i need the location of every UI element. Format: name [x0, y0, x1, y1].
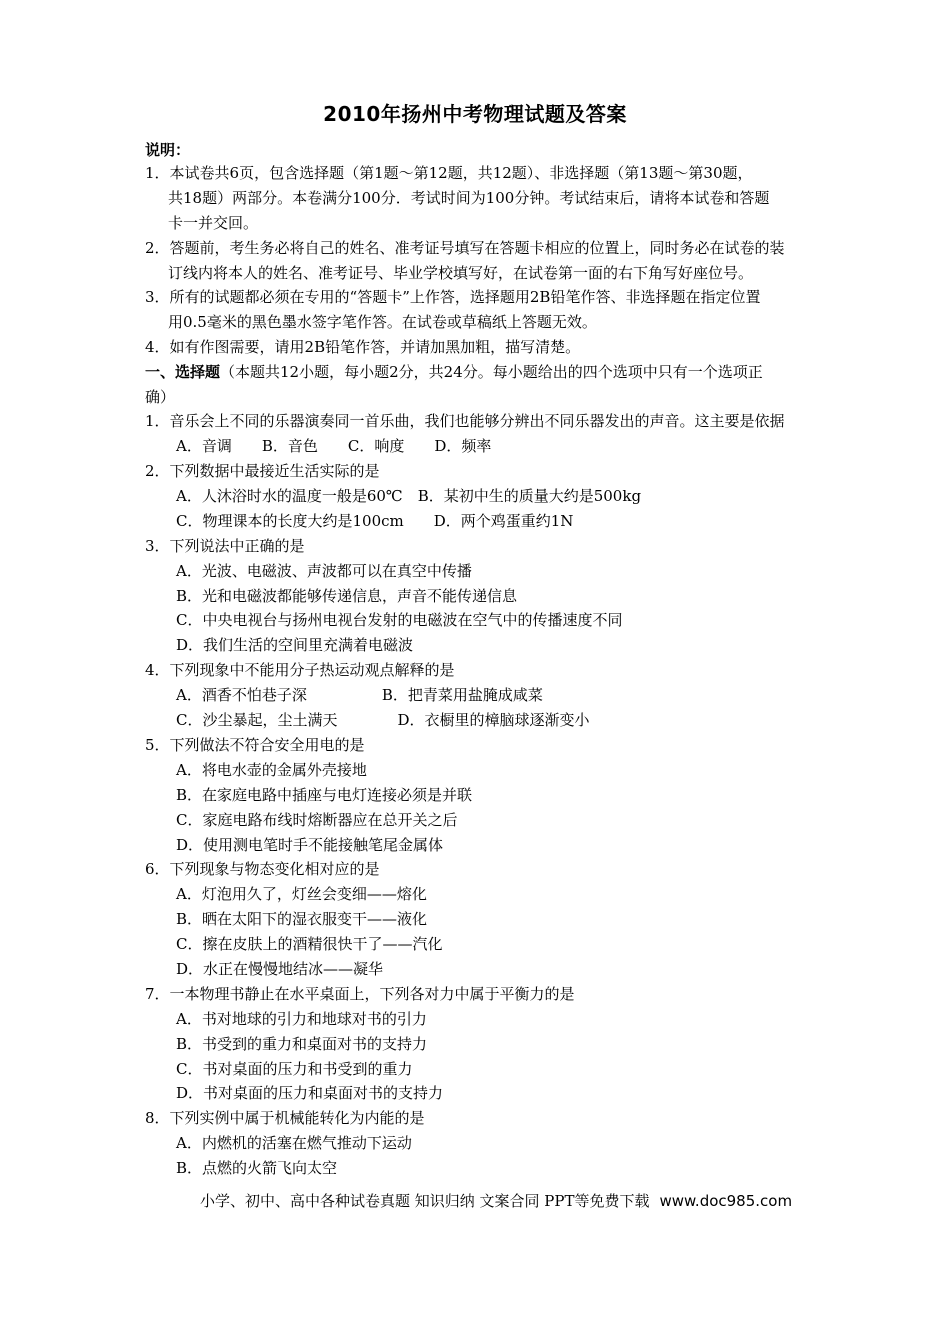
- question-5-option-c: C．家庭电路布线时熔断器应在总开关之后: [176, 811, 458, 829]
- question-5-option-d: D．使用测电笔时手不能接触笔尾金属体: [176, 836, 444, 854]
- page-footer: [200, 1190, 792, 1211]
- note-number: 1．: [145, 164, 170, 182]
- question-3-option-a: A．光波、电磁波、声波都可以在真空中传播: [176, 562, 472, 580]
- note-1-line-2: 共18题）两部分。本卷满分100分．考试时间为100分钟。考试结束后，请将本试卷和答题: [168, 189, 770, 207]
- question-3-option-c: C．中央电视台与扬州电视台发射的电磁波在空气中的传播速度不同: [176, 611, 623, 629]
- question-6-option-c: C．擦在皮肤上的酒精很快干了——汽化: [176, 935, 443, 953]
- note-3-line-1: 3．所有的试题都必须在专用的“答题卡”上作答，选择题用2B铅笔作答、非选择题在指定位置: [145, 288, 761, 306]
- question-4-options-2: C．沙尘暴起，尘土满天 D．衣橱里的樟脑球逐渐变小: [176, 711, 590, 729]
- question-6-option-d: D．水正在慢慢地结冰——凝华: [176, 960, 384, 978]
- question-2-options-2: C．物理课本的长度大约是100cm D．两个鸡蛋重约1N: [176, 512, 574, 530]
- section-title: 一、选择题: [145, 363, 221, 381]
- footer-url[interactable]: www.doc985.com: [659, 1192, 793, 1210]
- question-7-option-a: A．书对地球的引力和地球对书的引力: [176, 1010, 427, 1028]
- note-heading: 说明：: [145, 141, 191, 159]
- question-6-stem: 6．下列现象与物态变化相对应的是: [145, 860, 380, 878]
- question-7-option-c: C．书对桌面的压力和书受到的重力: [176, 1060, 413, 1078]
- question-7-stem: 7．一本物理书静止在水平桌面上，下列各对力中属于平衡力的是: [145, 985, 575, 1003]
- question-2-stem: 2．下列数据中最接近生活实际的是: [145, 462, 380, 480]
- question-5-option-b: B．在家庭电路中插座与电灯连接必须是并联: [176, 786, 473, 804]
- question-8-option-b: B．点燃的火箭飞向太空: [176, 1159, 338, 1177]
- question-7-option-b: B．书受到的重力和桌面对书的支持力: [176, 1035, 428, 1053]
- note-1-line-3: 卡一并交回。: [168, 214, 259, 232]
- question-3-option-d: D．我们生活的空间里充满着电磁波: [176, 636, 414, 654]
- note-4-line-1: 4．如有作图需要，请用2B铅笔作答，并请加黑加粗，描写清楚。: [145, 338, 581, 356]
- question-5-stem: 5．下列做法不符合安全用电的是: [145, 736, 365, 754]
- question-1-stem: 1．音乐会上不同的乐器演奏同一首乐曲，我们也能够分辨出不同乐器发出的声音。这主要是依据: [145, 412, 785, 430]
- note-number: 2．: [145, 239, 170, 257]
- question-1-options: A．音调 B．音色 C．响度 D．频率: [176, 437, 492, 455]
- question-5-option-a: A．将电水壶的金属外壳接地: [176, 761, 367, 779]
- note-3-line-2: 用0.5毫米的黑色墨水签字笔作答。在试卷或草稿纸上答题无效。: [168, 313, 597, 331]
- page-title: 2010年扬州中考物理试题及答案: [323, 102, 627, 126]
- note-number: 4．: [145, 338, 170, 356]
- question-8-stem: 8．下列实例中属于机械能转化为内能的是: [145, 1109, 425, 1127]
- question-3-stem: 3．下列说法中正确的是: [145, 537, 305, 555]
- section-description: （本题共12小题，每小题2分，共24分。每小题给出的四个选项中只有一个选项正: [220, 363, 763, 381]
- question-3-option-b: B．光和电磁波都能够传递信息，声音不能传递信息: [176, 587, 518, 605]
- footer-text: 小学、初中、高中各种试卷真题 知识归纳 文案合同 PPT等免费下载: [200, 1192, 650, 1210]
- question-6-option-b: B．晒在太阳下的湿衣服变干——液化: [176, 910, 428, 928]
- note-1-line-1: 1．本试卷共6页，包含选择题（第1题～第12题，共12题）、非选择题（第13题～第30题，: [145, 164, 753, 182]
- question-6-option-a: A．灯泡用久了，灯丝会变细——熔化: [176, 885, 427, 903]
- section-1-heading: [145, 361, 865, 383]
- question-2-options-1: A．人沐浴时水的温度一般是60℃ B．某初中生的质量大约是500kg: [176, 487, 642, 505]
- note-number: 3．: [145, 288, 170, 306]
- question-7-option-d: D．书对桌面的压力和桌面对书的支持力: [176, 1084, 444, 1102]
- question-4-stem: 4．下列现象中不能用分子热运动观点解释的是: [145, 661, 455, 679]
- note-2-line-1: 2．答题前，考生务必将自己的姓名、准考证号填写在答题卡相应的位置上，同时务必在试卷的装: [145, 239, 785, 257]
- section-1-description-cont: 确）: [145, 388, 176, 406]
- question-8-option-a: A．内燃机的活塞在燃气推动下运动: [176, 1134, 412, 1152]
- note-2-line-2: 订线内将本人的姓名、准考证号、毕业学校填写好，在试卷第一面的右下角写好座位号。: [168, 264, 754, 282]
- question-4-options-1: A．酒香不怕巷子深 B．把青菜用盐腌成咸菜: [176, 686, 543, 704]
